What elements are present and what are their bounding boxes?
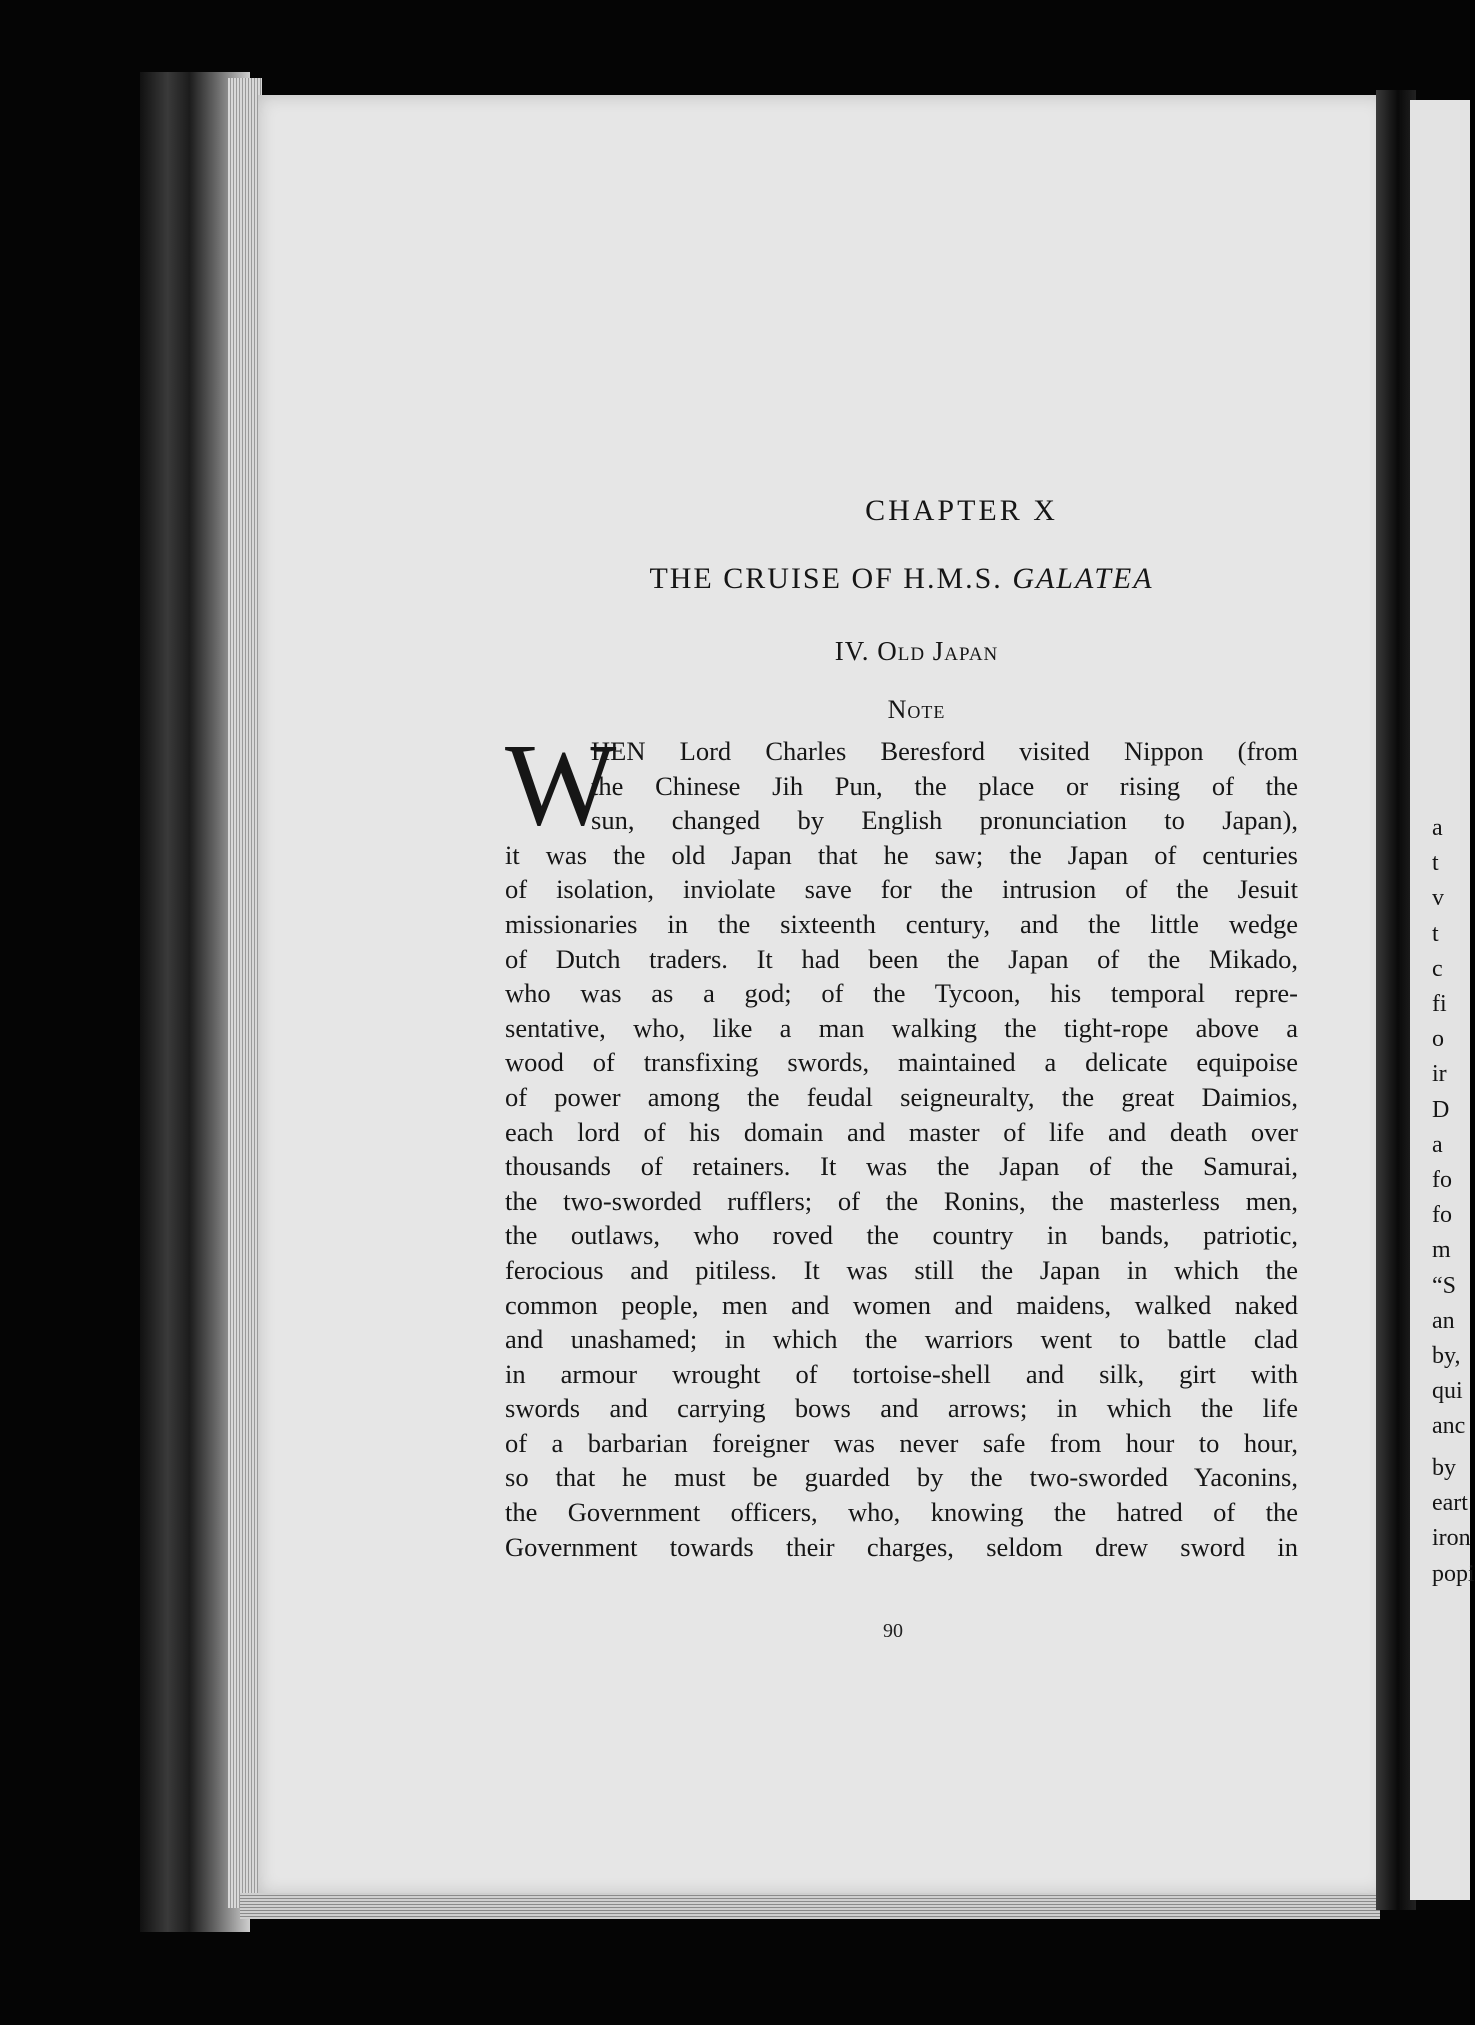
text-line: HEN Lord Charles Beresford visited Nippon (from: [591, 736, 1298, 766]
text-line: sentative, who, like a man walking the tight-rope above a: [505, 1012, 1298, 1043]
text-line: thousands of retainers. It was the Japan of the Samurai,: [505, 1151, 1298, 1182]
text-line: sun, changed by English pronunciation to Japan),: [591, 805, 1298, 836]
page-edges-bottom: [240, 1893, 1380, 1919]
text-line: of Dutch traders. It had been the Japan of the Mikado,: [505, 943, 1298, 974]
facing-page-fragment: eart: [1432, 1490, 1468, 1517]
body-paragraph: [505, 719, 1298, 1564]
facing-page-fragment: qui: [1432, 1378, 1463, 1405]
facing-page-fragment: m: [1432, 1237, 1451, 1264]
text-line: the two-sworded rufflers; of the Ronins, the masterless men,: [505, 1185, 1298, 1216]
drop-cap-lines: [505, 719, 1298, 850]
text-line: the outlaws, who roved the country in bands, patriotic,: [505, 1220, 1298, 1251]
chapter-title-ship-name: GALATEA: [1012, 562, 1154, 595]
text-line: ferocious and pitiless. It was still the Japan in which the: [505, 1254, 1298, 1285]
facing-page-fragment: an: [1432, 1307, 1455, 1334]
facing-page-fragment: c: [1432, 955, 1443, 982]
facing-page-fragment: anc: [1432, 1413, 1466, 1440]
page-text-block: [505, 493, 1298, 1564]
facing-page-fragment: by,: [1432, 1343, 1461, 1369]
facing-page-fragment: a: [1432, 1131, 1443, 1158]
drop-cap-letter: W: [505, 719, 617, 850]
text-line: each lord of his domain and master of life and death over: [505, 1116, 1298, 1147]
text-line: of a barbarian foreigner was never safe from hour to hour,: [505, 1427, 1298, 1458]
facing-page-fragment: by: [1432, 1455, 1456, 1481]
facing-page-fragment: v: [1432, 885, 1444, 912]
facing-page-fragment: fo: [1432, 1167, 1452, 1193]
text-line: of power among the feudal seigneuralty, the great Daimios,: [505, 1081, 1298, 1112]
text-line: common people, men and women and maidens, walked naked: [505, 1289, 1298, 1320]
section-title: IV. Old Japan: [834, 636, 999, 666]
text-line: it was the old Japan that he saw; the Japan of centuries: [505, 839, 1298, 870]
facing-page-fragment: D: [1432, 1096, 1450, 1123]
text-line: so that he must be guarded by the two-sworded Yaconins,: [505, 1462, 1298, 1493]
chapter-number: CHAPTER X: [865, 494, 1058, 527]
text-line: swords and carrying bows and arrows; in which the life: [505, 1393, 1298, 1424]
page-edges-left: [228, 78, 262, 1908]
text-line: the Government officers, who, knowing the hatred of the: [505, 1497, 1298, 1528]
facing-page-fragment: ir: [1432, 1061, 1447, 1088]
facing-page-fragment: o: [1432, 1026, 1444, 1053]
text-line: the Chinese Jih Pun, the place or rising of the: [591, 770, 1298, 801]
text-line: missionaries in the sixteenth century, and the little wedge: [505, 908, 1298, 939]
facing-page-fragment: popi: [1432, 1560, 1475, 1587]
text-line: in armour wrought of tortoise-shell and silk, girt with: [505, 1358, 1298, 1389]
text-line: Government towards their charges, seldom drew sword in: [505, 1531, 1298, 1562]
facing-page-fragment: iron: [1432, 1525, 1471, 1552]
text-line: who was as a god; of the Tycoon, his temporal repre-: [505, 978, 1298, 1009]
facing-page-fragment: a: [1432, 815, 1443, 841]
page-number: 90: [883, 1620, 903, 1642]
text-line: of isolation, inviolate save for the intrusion of the Jesuit: [505, 874, 1298, 905]
text-line: and unashamed; in which the warriors went to battle clad: [505, 1324, 1298, 1355]
facing-page-fragment: t: [1432, 850, 1439, 877]
note-heading: Note: [887, 695, 946, 724]
facing-page-fragment: “S: [1432, 1272, 1456, 1299]
text-line: wood of transfixing swords, maintained a delicate equipoise: [505, 1047, 1298, 1078]
facing-page-fragment: t: [1432, 920, 1439, 947]
chapter-title-prefix: THE CRUISE OF H.M.S.: [649, 562, 1003, 595]
chapter-title: [505, 559, 1298, 599]
facing-page-fragment: fo: [1432, 1202, 1452, 1229]
facing-page-fragment: fi: [1432, 991, 1447, 1017]
